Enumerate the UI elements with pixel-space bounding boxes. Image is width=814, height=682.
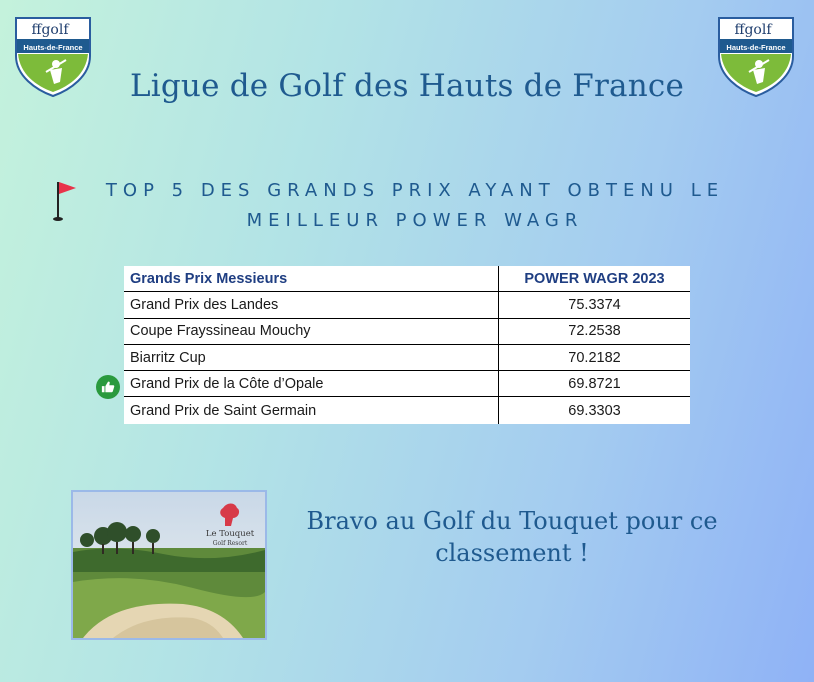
- power-wagr-value: 75.3374: [568, 296, 621, 313]
- grand-prix-name: Biarritz Cup: [124, 345, 499, 370]
- grand-prix-name: Grand Prix de la Côte d’Opale: [124, 371, 499, 396]
- golf-flag-icon: [52, 178, 80, 222]
- grand-prix-name: Grand Prix de Saint Germain: [124, 397, 499, 423]
- svg-text:Hauts-de-France: Hauts-de-France: [726, 43, 786, 52]
- column-header-value: POWER WAGR 2023: [524, 270, 665, 287]
- svg-text:Hauts-de-France: Hauts-de-France: [23, 43, 83, 52]
- svg-text:ffgolf: ffgolf: [31, 22, 69, 38]
- page-title: Ligue de Golf des Hauts de France: [129, 68, 684, 104]
- power-wagr-value: 69.3303: [568, 402, 621, 419]
- power-wagr-value: 69.8721: [568, 375, 621, 392]
- resort-name-line-1: Le Touquet: [205, 529, 255, 539]
- golf-course-photo: [71, 490, 267, 640]
- table-row: [124, 345, 690, 371]
- message-line-1: Bravo au Golf du Touquet pour ce: [306, 507, 718, 535]
- ranking-table: [124, 266, 690, 424]
- svg-text:ffgolf: ffgolf: [734, 22, 772, 38]
- heading-line-1: TOP 5 DES GRANDS PRIX AYANT OBTENU LE: [105, 180, 725, 201]
- power-wagr-value: 72.2538: [568, 323, 621, 340]
- thumbs-up-icon: [96, 375, 120, 399]
- heading-line-2: MEILLEUR POWER WAGR: [246, 210, 584, 231]
- table-row: [124, 292, 690, 318]
- congratulations-message: [282, 505, 742, 569]
- table-row: [124, 371, 690, 397]
- section-heading: [90, 176, 740, 236]
- column-header-name: Grands Prix Messieurs: [124, 266, 499, 291]
- resort-name-line-2: Golf Resort: [212, 540, 248, 547]
- table-header-row: [124, 266, 690, 292]
- table-row: [124, 319, 690, 345]
- power-wagr-value: 70.2182: [568, 349, 621, 366]
- table-row: [124, 397, 690, 423]
- grand-prix-name: Grand Prix des Landes: [124, 292, 499, 317]
- message-line-2: classement !: [435, 539, 589, 567]
- grand-prix-name: Coupe Frayssineau Mouchy: [124, 319, 499, 344]
